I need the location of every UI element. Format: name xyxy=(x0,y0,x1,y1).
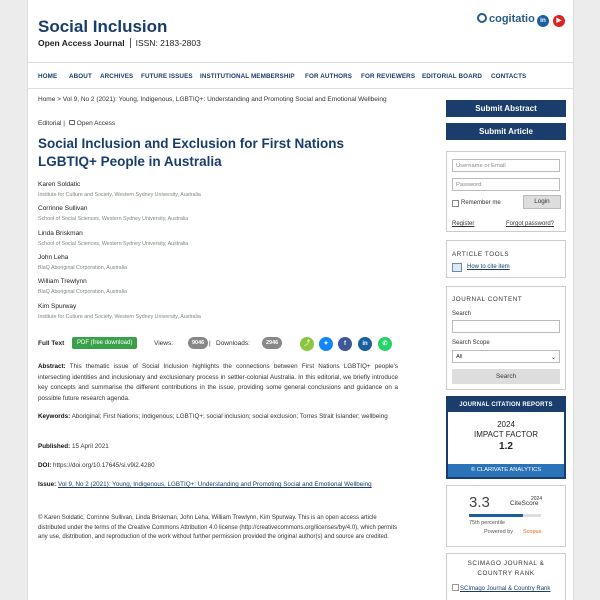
author-affiliation: Institute for Culture and Society, Western Sydney University, Australia xyxy=(38,192,201,198)
submit-article-button[interactable]: Submit Article xyxy=(446,123,566,140)
page xyxy=(27,0,574,600)
submit-abstract-button[interactable]: Submit Abstract xyxy=(446,100,566,117)
percentile-fill xyxy=(469,514,523,517)
author-name[interactable]: Kim Spurway xyxy=(38,303,77,310)
scopus-logo: Scopus xyxy=(523,529,542,535)
login-box xyxy=(446,151,566,232)
pdf-download-button[interactable]: PDF (free download) xyxy=(72,337,137,349)
chevron-down-icon: ⌄ xyxy=(550,355,556,361)
author-affiliation: BlaQ Aboriginal Corporation, Australia xyxy=(38,289,127,295)
jcr-year: 2024 xyxy=(497,420,515,429)
scimago-title-2: COUNTRY RANK xyxy=(477,570,535,577)
nav-about[interactable]: ABOUT xyxy=(69,73,92,80)
publisher-name: cogitatio xyxy=(489,13,535,25)
keywords-label: Keywords: xyxy=(38,413,71,420)
percentile-label: 75th percentile xyxy=(469,520,506,526)
scimago-alt-text: SCImago Journal & Country Rank xyxy=(460,586,551,592)
article-tools-title: ARTICLE TOOLS xyxy=(452,251,510,258)
author-name[interactable]: William Trewlynn xyxy=(38,278,87,285)
remember-label: Remember me xyxy=(461,200,501,206)
how-to-cite-link[interactable]: How to cite item xyxy=(467,264,510,270)
fulltext-row xyxy=(38,336,400,352)
register-link[interactable]: Register xyxy=(452,221,475,227)
breadcrumb[interactable]: Home > Vol 9, No 2 (2021): Young, Indigenous, LGBTIQ+: Understanding and Promoting Social and Emotional Wellbeing xyxy=(38,96,387,103)
nav-future-issues[interactable]: FUTURE ISSUES xyxy=(141,73,193,80)
keywords xyxy=(38,412,398,423)
article-type: Editorial | Open Access xyxy=(38,120,116,127)
share-icon[interactable]: ⤴ xyxy=(300,337,314,351)
cite-icon xyxy=(452,263,462,272)
bluesky-icon[interactable]: ✦ xyxy=(319,337,333,351)
open-access-label: Open Access Journal xyxy=(38,38,125,48)
jcr-widget[interactable] xyxy=(446,396,566,479)
nav-contacts[interactable]: CONTACTS xyxy=(491,73,527,80)
journal-subtitle xyxy=(38,38,201,48)
author-affiliation: School of Social Sciences, Western Sydney University, Australia xyxy=(38,216,189,222)
scimago-rank-image[interactable] xyxy=(452,584,565,592)
abstract xyxy=(38,362,398,404)
author-affiliation: School of Social Sciences, Western Sydney University, Australia xyxy=(38,241,189,247)
doi-label: DOI: xyxy=(38,462,52,469)
downloads-label: Downloads: xyxy=(216,340,250,347)
lock-icon xyxy=(69,120,75,125)
doi xyxy=(38,461,398,472)
access-label: Open Access xyxy=(76,120,116,127)
search-scope-label: Search Scope xyxy=(452,340,490,346)
scope-value: All xyxy=(456,354,463,360)
published-label: Published: xyxy=(38,443,71,450)
views-label: Views: xyxy=(154,340,174,347)
forgot-password-link[interactable]: Forgot password? xyxy=(506,221,555,227)
abstract-text: This thematic issue of Social Inclusion highlights the connections between First Nations LGBTIQ+ people's intersecting identities and inclusionary and exclusionary process in settler-colonial Australia. In this editorial, we briefly introduce key concepts and summarise the different contributions in the issue, providing some general conclusions and guidance on a possible future research agenda. xyxy=(38,363,398,402)
doi-link[interactable]: https://doi.org/10.17645/si.v9i2.4280 xyxy=(53,462,155,469)
whatsapp-icon[interactable]: ✆ xyxy=(378,337,392,351)
scimago-box xyxy=(446,553,566,600)
nav-editorial-board[interactable]: EDITORIAL BOARD xyxy=(422,73,483,80)
nav-home[interactable]: HOME xyxy=(38,73,58,80)
fulltext-label: Full Text xyxy=(38,340,65,347)
linkedin-icon[interactable]: in xyxy=(537,15,549,27)
scimago-title-1: SCIMAGO JOURNAL & xyxy=(467,560,545,567)
search-label: Search xyxy=(452,311,472,317)
nav-for-reviewers[interactable]: FOR REVIEWERS xyxy=(361,73,416,80)
citescore-year: 2024 xyxy=(531,496,543,502)
author-name[interactable]: Corrinne Sullivan xyxy=(38,205,88,212)
author-name[interactable]: Karen Soldatic xyxy=(38,181,81,188)
search-button[interactable]: Search xyxy=(452,369,560,384)
powered-by-label: Powered by xyxy=(484,529,514,535)
abstract-label: Abstract: xyxy=(38,363,66,370)
journal-content-title: JOURNAL CONTENT xyxy=(452,296,523,303)
nav-archives[interactable]: ARCHIVES xyxy=(100,73,134,80)
divider: | xyxy=(209,340,211,347)
journal-content-box xyxy=(446,286,566,390)
nav-institutional-membership[interactable]: INSTITUTIONAL MEMBERSHIP xyxy=(200,73,295,80)
views-count: 9046 xyxy=(188,337,208,349)
linkedin-share-icon[interactable]: in xyxy=(358,337,372,351)
journal-title[interactable]: Social Inclusion xyxy=(38,17,168,36)
published-date: 15 April 2021 xyxy=(71,443,109,450)
jcr-title: JOURNAL CITATION REPORTS xyxy=(448,398,564,412)
search-scope-select[interactable] xyxy=(452,350,560,363)
username-field[interactable]: Username or Email xyxy=(452,159,560,172)
citescore-label: CiteScore xyxy=(510,500,539,507)
login-button[interactable]: Login xyxy=(523,195,561,209)
jcr-if-label: IMPACT FACTOR xyxy=(473,430,538,439)
nav-for-authors[interactable]: FOR AUTHORS xyxy=(305,73,353,80)
citescore-widget[interactable] xyxy=(446,485,566,547)
site-header xyxy=(28,0,573,60)
issue-label: Issue: xyxy=(38,481,57,488)
publisher-logo[interactable] xyxy=(477,13,535,25)
broken-image-icon xyxy=(452,584,459,591)
downloads-count: 2946 xyxy=(262,337,282,349)
cogitatio-icon xyxy=(477,13,487,23)
article-title: Social Inclusion and Exclusion for First Nations LGBTIQ+ People in Australia xyxy=(38,136,345,169)
citescore-value: 3.3 xyxy=(469,494,490,511)
published xyxy=(38,442,398,453)
author-affiliation: BlaQ Aboriginal Corporation, Australia xyxy=(38,265,127,271)
license-text: © Karen Soldatic, Corrinne Sullivan, Linda Briskman, John Leha, William Trewlynn, Kim Spurway. This is an open access article distributed under the terms of the Creative Commons Attribution 4.0 license (http://creativecommons.org/licenses/by/4.0), which permits any use, distribution, and reproduction of the work without further permission provided the original author(s) and source are credited. xyxy=(38,515,398,540)
article-tools-box xyxy=(446,240,566,278)
issue xyxy=(38,480,398,491)
keywords-text: Aboriginal; First Nations; Indigenous; LGBTIQ+; social inclusion; social exclusion; Torres Strait Islander; wellbeing xyxy=(71,413,388,420)
author-name[interactable]: Linda Briskman xyxy=(38,230,83,237)
facebook-icon[interactable]: f xyxy=(338,337,352,351)
jcr-footer: © CLARIVATE ANALYTICS xyxy=(448,464,564,477)
youtube-icon[interactable]: ▶ xyxy=(553,15,565,27)
author-affiliation: Institute for Culture and Society, Western Sydney University, Australia xyxy=(38,314,201,320)
remember-checkbox[interactable] xyxy=(452,200,459,207)
main-nav xyxy=(28,62,574,89)
issue-link[interactable]: Vol 9, No 2 (2021): Young, Indigenous, LGBTIQ+: Understanding and Promoting Social and Emotional Wellbeing xyxy=(57,481,372,488)
jcr-if-value: 1.2 xyxy=(499,441,513,452)
issn: ISSN: 2183-2803 xyxy=(135,38,201,48)
percentile-track xyxy=(469,514,541,517)
type-label: Editorial xyxy=(38,120,62,127)
author-name[interactable]: John Leha xyxy=(38,254,69,261)
password-field[interactable]: Password xyxy=(452,178,560,191)
divider xyxy=(130,38,131,48)
search-input[interactable] xyxy=(452,320,560,333)
